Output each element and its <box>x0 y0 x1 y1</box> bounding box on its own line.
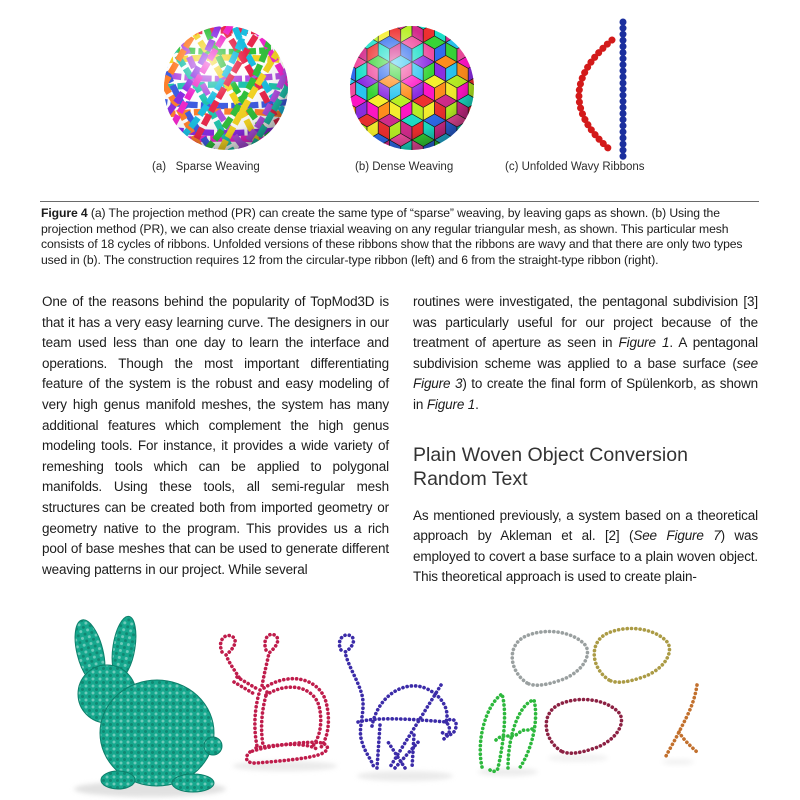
green-wireframe-sculpture-image <box>480 694 535 771</box>
section-heading-line2: Random Text <box>413 468 528 491</box>
red-wireframe-sculpture-image <box>221 634 329 763</box>
left-column <box>42 292 389 580</box>
purple-sculpture-shadow <box>357 771 453 781</box>
sparse-weaving-sphere-image <box>162 24 290 152</box>
figure4-image-row <box>0 0 800 196</box>
figure4a-label: (a) Sparse Weaving <box>152 161 260 173</box>
woven-objects-image-row <box>0 600 800 800</box>
dense-weaving-sphere-image <box>348 24 476 152</box>
right-column <box>413 292 758 588</box>
caption-divider <box>40 201 759 202</box>
yellow-ribbon-loop-image <box>594 628 669 682</box>
maroon-ribbon-loop-image <box>546 699 621 753</box>
maroon-loop-shadow <box>548 754 608 762</box>
section-heading-line1: Plain Woven Object Conversion <box>413 443 688 466</box>
gray-ribbon-loop-image <box>512 631 587 685</box>
figure4-caption <box>41 206 759 269</box>
right-column-paragraph-2: As mentioned previously, a system based on a theoretical approach by Akleman et al. [2] (See Figure 7) was employed to covert a base surface to a plain woven object. This theoretical approach is used to create plain- <box>413 507 758 585</box>
purple-wireframe-sculpture-image <box>339 635 456 768</box>
orange-twig-shadow <box>662 759 694 765</box>
orange-wireframe-twig-image <box>665 685 699 758</box>
section-heading <box>413 443 758 492</box>
figure4-caption-text: (a) The projection method (PR) can create the same type of “sparse” weaving, by leaving gaps as shown. (b) Using the projection method (PR), we can also create dense triaxial weaving on any regular triangular mesh, as shown. This particular mesh consists of 18 cycles of ribbons. Unfolded versions of these ribbons show that the ribbons are wavy and that there are only two types used in (b). The construction requires 12 from the circular-type ribbon (left) and 6 from the straight-type ribbon (right). <box>41 206 743 268</box>
left-column-paragraph: One of the reasons behind the popularity of TopMod3D is that it has a very easy learning curve. The designers in our team used less than one day to learn the interface and operations. Though the most important differentiating feature of the system is the robust and easy modeling of very high genus manifold meshes, the system has many additional features which complement the high genus modeling tools. For instance, it provides a wide variety of remeshing tools which can be applied to polygonal manifolds. Using these tools, all semi-regular mesh structures can be created both from imported geometry or geometry native to the program. This provides us a rich pool of base meshes that can be used to generate different weaving patterns in our project. While several <box>42 294 389 577</box>
figure4c-label: (c) Unfolded Wavy Ribbons <box>505 161 645 173</box>
red-wavy-ribbon <box>579 40 612 148</box>
wavy-ribbons-image <box>560 8 650 168</box>
figure4b-label: (b) Dense Weaving <box>355 161 454 173</box>
figure4-caption-label: Figure 4 <box>41 206 88 220</box>
right-column-paragraph-1: routines were investigated, the pentagonal subdivision [3] was particularly useful for our project because of the treatment of aperture as seen in Figure 1. A pentagonal subdivision scheme was applied to a base surface (see Figure 3) to create the final form of Spülenkorb, as shown in Figure 1. <box>413 294 759 412</box>
woven-bunny-image <box>69 615 222 792</box>
